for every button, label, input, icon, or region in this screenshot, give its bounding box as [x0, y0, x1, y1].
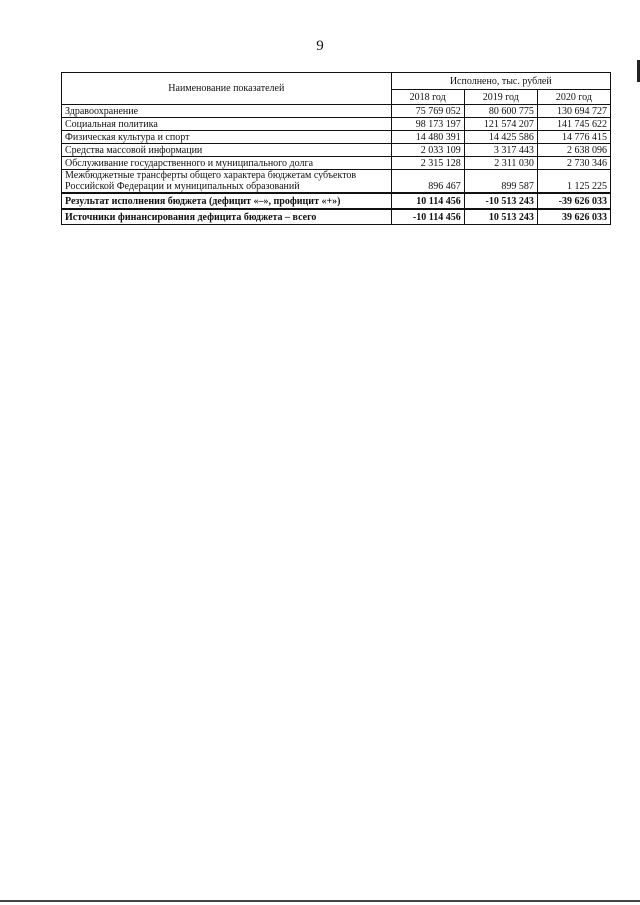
row-label: Источники финансирования дефицита бюджета – всего [62, 209, 392, 225]
row-value-2018: 14 480 391 [391, 131, 464, 144]
row-label: Результат исполнения бюджета (дефицит «–», профицит «+») [62, 193, 392, 209]
row-value-2018: 98 173 197 [391, 118, 464, 131]
row-value-2019: -10 513 243 [464, 193, 537, 209]
row-label: Физическая культура и спорт [62, 131, 392, 144]
row-value-2020: 39 626 033 [537, 209, 610, 225]
row-value-2018: 10 114 456 [391, 193, 464, 209]
table-row [62, 157, 611, 170]
row-value-2020: -39 626 033 [537, 193, 610, 209]
row-label: Средства массовой информации [62, 144, 392, 157]
row-value-2019: 2 311 030 [464, 157, 537, 170]
page-number: 9 [316, 38, 324, 54]
row-value-2018: 2 033 109 [391, 144, 464, 157]
row-value-2019: 14 425 586 [464, 131, 537, 144]
row-label [62, 170, 392, 194]
row-label-line2: Российской Федерации и муниципальных образований [65, 181, 300, 192]
table-row [62, 105, 611, 118]
row-label: Социальная политика [62, 118, 392, 131]
header-name-column: Наименование показателей [62, 73, 392, 105]
header-year-2020: 2020 год [537, 90, 610, 105]
row-value-2020: 130 694 727 [537, 105, 610, 118]
row-label-line1: Межбюджетные трансферты общего характера бюджетам субъектов [65, 170, 357, 181]
page-bottom-line [0, 900, 640, 902]
row-value-2020: 14 776 415 [537, 131, 610, 144]
row-value-2019: 10 513 243 [464, 209, 537, 225]
row-value-2020: 2 730 346 [537, 157, 610, 170]
header-year-2018: 2018 год [391, 90, 464, 105]
row-value-2020: 1 125 225 [537, 170, 610, 194]
row-label: Обслуживание государственного и муниципального долга [62, 157, 392, 170]
table-row [62, 131, 611, 144]
table-row [62, 170, 611, 194]
header-group-label: Исполнено, тыс. рублей [391, 73, 610, 90]
table-row-financing [62, 209, 611, 225]
row-value-2019: 121 574 207 [464, 118, 537, 131]
row-value-2018: -10 114 456 [391, 209, 464, 225]
header-year-2019: 2019 год [464, 90, 537, 105]
row-label: Здравоохранение [62, 105, 392, 118]
row-value-2018: 2 315 128 [391, 157, 464, 170]
row-value-2019: 80 600 775 [464, 105, 537, 118]
row-value-2018: 75 769 052 [391, 105, 464, 118]
table-row [62, 144, 611, 157]
row-value-2020: 141 745 622 [537, 118, 610, 131]
table-header-row [62, 73, 611, 90]
table-row [62, 118, 611, 131]
table-row-result [62, 193, 611, 209]
row-value-2019: 3 317 443 [464, 144, 537, 157]
row-value-2019: 899 587 [464, 170, 537, 194]
row-value-2018: 896 467 [391, 170, 464, 194]
row-value-2020: 2 638 096 [537, 144, 610, 157]
budget-table [61, 72, 611, 225]
